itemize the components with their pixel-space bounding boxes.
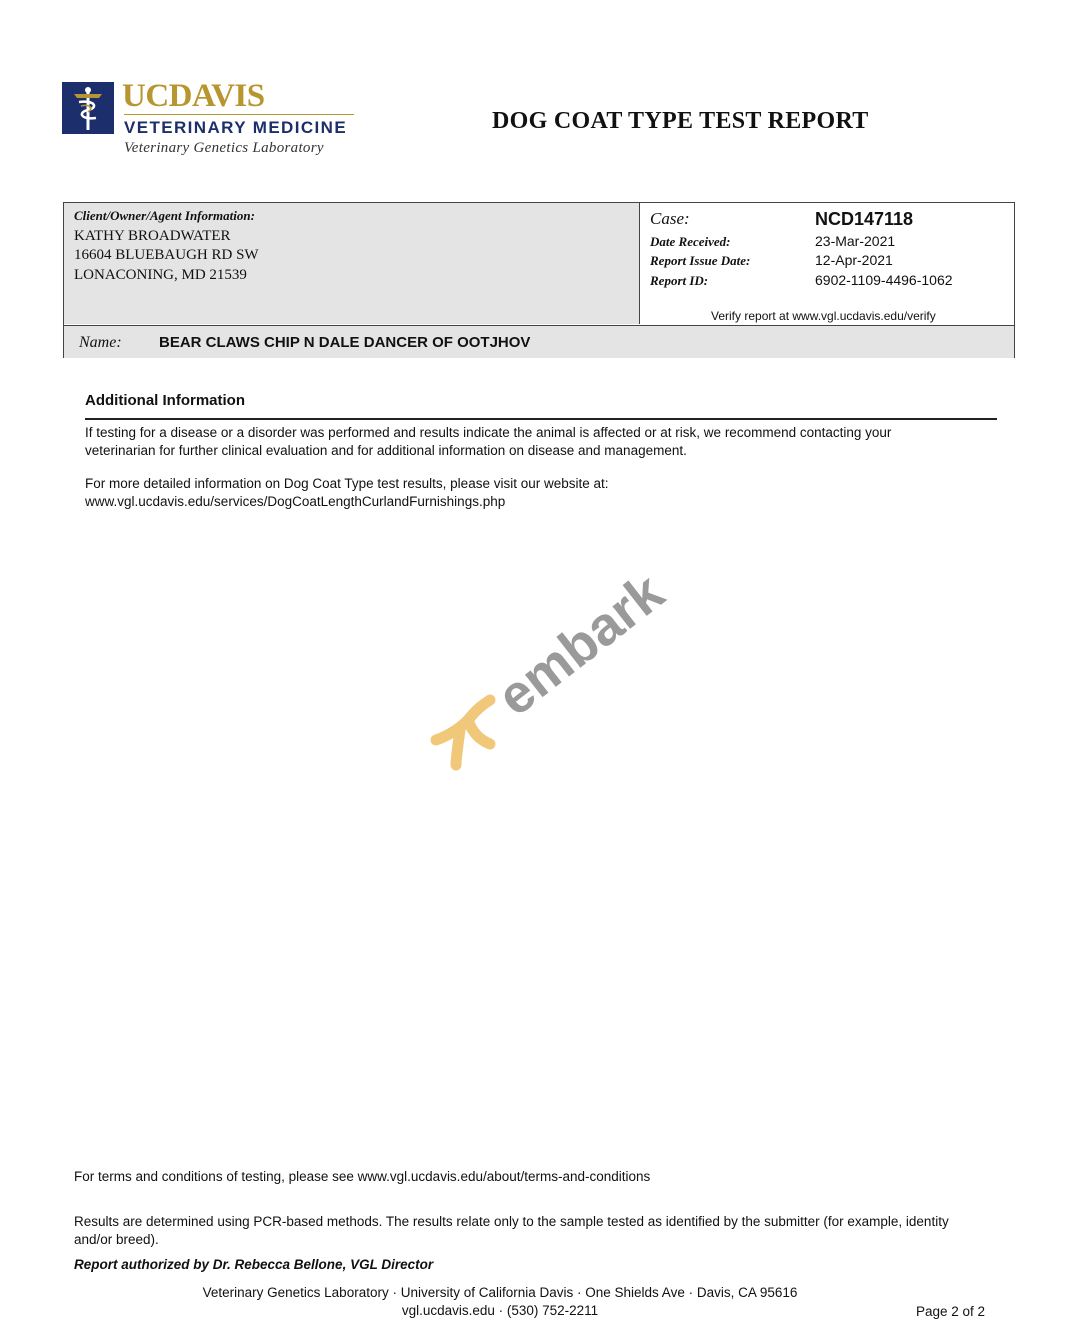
verify-link[interactable]: Verify report at www.vgl.ucdavis.edu/verify — [711, 309, 936, 323]
client-name: KATHY BROADWATER — [74, 228, 231, 244]
results-note-line-1: Results are determined using PCR-based methods. The results relate only to the sample tested as identified by the submitter (for example, identity — [74, 1214, 949, 1229]
case-panel — [640, 203, 1014, 324]
authorized-by: Report authorized by Dr. Rebecca Bellone, VGL Director — [74, 1257, 434, 1272]
animal-name-label: Name: — [79, 334, 122, 351]
report-title: DOG COAT TYPE TEST REPORT — [492, 108, 869, 134]
additional-info-divider — [85, 418, 997, 420]
case-label: Case: — [650, 209, 690, 228]
client-address-2: LONACONING, MD 21539 — [74, 267, 247, 283]
client-heading: Client/Owner/Agent Information: — [74, 208, 255, 223]
caduceus-icon — [62, 82, 114, 134]
logo-divider — [124, 114, 354, 115]
terms-note: For terms and conditions of testing, please see www.vgl.ucdavis.edu/about/terms-and-conditions — [74, 1169, 651, 1184]
additional-info-para-1 — [85, 424, 965, 460]
client-address-1: 16604 BLUEBAUGH RD SW — [74, 247, 259, 263]
ucdavis-wordmark — [122, 78, 265, 114]
report-id-value: 6902-1109-4496-1062 — [815, 272, 953, 288]
case-number: NCD147118 — [815, 209, 914, 229]
para-1-line-2: veterinarian for further clinical evaluation and for additional information on disease and management. — [85, 443, 687, 458]
results-note-line-2: and/or breed). — [74, 1232, 159, 1247]
animal-name-row — [64, 325, 1014, 358]
footer-address: Veterinary Genetics Laboratory · University of California Davis · One Shields Ave · Davis, CA 95616 — [202, 1285, 798, 1300]
page-number: Page 2 of 2 — [916, 1304, 986, 1319]
date-received-label: Date Received: — [650, 234, 731, 249]
para-2-line-1: For more detailed information on Dog Coat Type test results, please visit our website at: — [85, 476, 609, 491]
logo-davis: DAVIS — [168, 78, 265, 114]
report-id-label: Report ID: — [650, 273, 709, 288]
embark-watermark — [420, 560, 700, 790]
logo-uc: UC — [122, 78, 169, 114]
results-note — [74, 1213, 1004, 1249]
report-info-box — [63, 202, 1015, 358]
coat-type-info-link[interactable]: www.vgl.ucdavis.edu/services/DogCoatLengthCurlandFurnishings.php — [85, 494, 506, 509]
additional-info-para-2 — [85, 475, 965, 511]
footer-contact: vgl.ucdavis.edu · (530) 752-2211 — [401, 1303, 599, 1318]
client-panel — [64, 203, 640, 324]
ucdavis-logo — [62, 78, 362, 168]
issue-date-value: 12-Apr-2021 — [815, 252, 893, 268]
animal-name-value: BEAR CLAWS CHIP N DALE DANCER OF OOTJHOV — [159, 334, 531, 351]
logo-vet-med: VETERINARY MEDICINE — [124, 118, 348, 137]
embark-watermark-text: embark — [486, 561, 675, 728]
issue-date-label: Report Issue Date: — [650, 253, 751, 268]
date-received-value: 23-Mar-2021 — [815, 233, 896, 249]
embark-logo-icon — [420, 560, 700, 790]
para-1-line-1: If testing for a disease or a disorder was performed and results indicate the animal is affected or at risk, we recommend contacting your — [85, 425, 892, 440]
logo-lab-name: Veterinary Genetics Laboratory — [124, 140, 324, 156]
additional-info-heading: Additional Information — [85, 392, 245, 409]
